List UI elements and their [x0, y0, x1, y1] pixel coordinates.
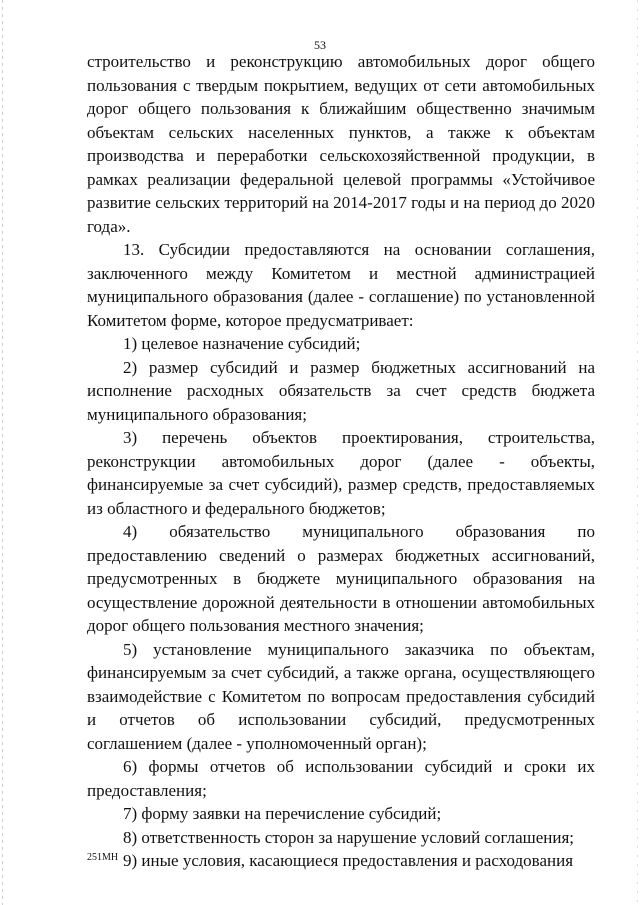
paragraph-continuation: строительство и реконструкцию автомобильных дорог общего пользования с твердым покрытием, ведущих от сети автомобильных дорог общего пользования к ближайшим общественно значимым объектам сельских населенных пунктов, а также к объектам производства и переработки сельскохозяйственной продукции, в рамках реализации федеральной целевой программы «Устойчивое развитие сельских территорий на 2014-2017 годы и на период до 2020 года».	[87, 52, 595, 236]
document-body	[87, 50, 595, 873]
list-item-2: 2) размер субсидий и размер бюджетных ассигнований на исполнение расходных обязательств за счет средств бюджета муниципального образования;	[87, 357, 595, 424]
scan-edge-left	[2, 0, 3, 905]
scan-edge-right	[637, 0, 638, 905]
paragraph-item-13: 13. Субсидии предоставляются на основании соглашения, заключенного между Комитетом и местной администрацией муниципального образования (далее - соглашение) по установленной Комитетом форме, которое предусматривает:	[87, 240, 595, 330]
list-item-1: 1) целевое назначение субсидий;	[123, 334, 361, 353]
list-item-3: 3) перечень объектов проектирования, строительства, реконструкции автомобильных дорог (далее - объекты, финансируемые за счет субсидий), размер средств, предоставляемых из областного и федерального бюджетов;	[87, 428, 595, 518]
list-item-7: 7) форму заявки на перечисление субсидий;	[123, 804, 442, 823]
list-item-5: 5) установление муниципального заказчика по объектам, финансируемым за счет субсидий, а также органа, осуществляющего взаимодействие с Комитетом по вопросам предоставления субсидий и отчетов об использовании субсидий, предусмотренных соглашением (далее - уполномоченный орган);	[87, 639, 595, 753]
list-item-8: 8) ответственность сторон за нарушение условий соглашения;	[123, 827, 574, 847]
list-item-6: 6) формы отчетов об использовании субсидий и сроки их предоставления;	[87, 757, 595, 800]
list-item-4: 4) обязательство муниципального образования по предоставлению сведений о размерах бюджетных ассигнований, предусмотренных в бюджете муниципального образования на осуществление дорожной деятельности в отношении автомобильных дорог общего пользования местного значения;	[87, 522, 595, 635]
footer-document-code: 251МН	[87, 852, 119, 863]
list-item-9: 9) иные условия, касающиеся предоставления и расходования	[123, 851, 574, 870]
page-number: 53	[314, 38, 326, 52]
